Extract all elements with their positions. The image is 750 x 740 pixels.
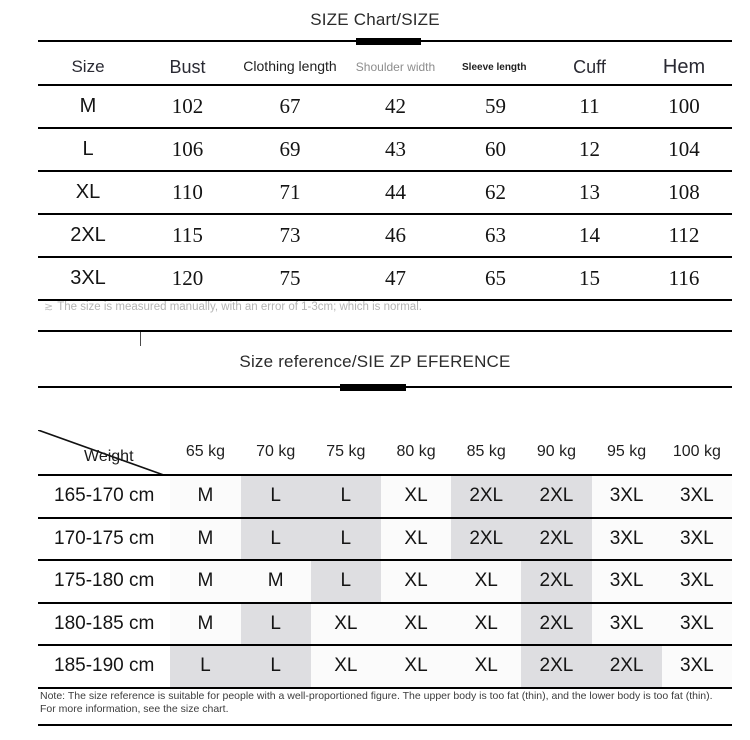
measurement-cell: 67 <box>237 85 343 128</box>
recommended-size-cell: 2XL <box>521 518 591 561</box>
recommended-size-cell: 3XL <box>662 560 732 603</box>
column-header-bust-label: Bust <box>169 56 206 77</box>
size-chart-row <box>38 171 732 214</box>
measurement-cell: 63 <box>448 214 543 257</box>
weight-column-header: 75 kg <box>311 430 381 475</box>
size-chart-row <box>38 128 732 171</box>
measurement-cell: 104 <box>636 128 732 171</box>
divider-accent-bar <box>356 38 421 45</box>
measurement-note <box>44 300 684 313</box>
recommended-size-cell: 3XL <box>662 603 732 646</box>
measurement-cell: 60 <box>448 128 543 171</box>
section-separator-line <box>38 330 732 332</box>
recommended-size-cell: 3XL <box>592 475 662 518</box>
column-header-shoulder-width <box>343 50 448 85</box>
column-header-size <box>38 50 138 85</box>
size-chart-row <box>38 257 732 300</box>
column-header-cuff-label: Cuff <box>573 56 606 77</box>
height-range-cell: 180-185 cm <box>38 603 170 646</box>
size-chart-title: SIZE Chart/SIZE <box>310 10 440 29</box>
measurement-cell: 69 <box>237 128 343 171</box>
recommended-size-cell: M <box>170 603 240 646</box>
size-label-cell: 2XL <box>38 214 138 257</box>
measurement-cell: 102 <box>138 85 237 128</box>
recommended-size-cell: XL <box>451 560 521 603</box>
height-range-cell: 165-170 cm <box>38 475 170 518</box>
weight-column-header: 70 kg <box>241 430 311 475</box>
size-reference-row <box>38 475 732 518</box>
weight-column-header: 65 kg <box>170 430 240 475</box>
measurement-cell: 14 <box>543 214 636 257</box>
recommended-size-cell: 3XL <box>662 645 732 688</box>
column-header-hem-label: Hem <box>662 55 706 78</box>
recommended-size-cell: 2XL <box>451 518 521 561</box>
measurement-cell: 47 <box>343 257 448 300</box>
weight-column-header: 85 kg <box>451 430 521 475</box>
column-header-shoulder-width-label: Shoulder width <box>355 60 436 74</box>
size-reference-footer-note: Note: The size reference is suitable for people with a well-proportioned figure. The upper body is too fat (thin), and the lower body is too fat (thin). For more information, see the size chart. <box>40 690 713 715</box>
recommended-size-cell: 3XL <box>662 518 732 561</box>
size-reference-header-row <box>38 430 732 475</box>
weight-column-header: 95 kg <box>592 430 662 475</box>
measurement-cell: 73 <box>237 214 343 257</box>
recommended-size-cell: XL <box>311 645 381 688</box>
recommended-size-cell: L <box>170 645 240 688</box>
measurement-cell: 11 <box>543 85 636 128</box>
measurement-note-text: The size is measured manually, with an error of 1-3cm; which is normal. <box>57 301 422 313</box>
size-label-cell: XL <box>38 171 138 214</box>
section-separator-tick <box>140 332 141 346</box>
measurement-cell: 13 <box>543 171 636 214</box>
column-header-clothing-length <box>237 50 343 85</box>
measurement-cell: 12 <box>543 128 636 171</box>
size-reference-row <box>38 603 732 646</box>
measurement-cell: 106 <box>138 128 237 171</box>
recommended-size-cell: XL <box>381 603 451 646</box>
size-reference-table <box>38 430 732 689</box>
measurement-cell: 43 <box>343 128 448 171</box>
recommended-size-cell: 3XL <box>662 475 732 518</box>
measurement-cell: 112 <box>636 214 732 257</box>
footer-divider-line <box>38 724 732 726</box>
recommended-size-cell: L <box>241 645 311 688</box>
recommended-size-cell: XL <box>451 645 521 688</box>
weight-axis-label: Weight <box>84 448 134 465</box>
measurement-cell: 110 <box>138 171 237 214</box>
recommended-size-cell: XL <box>381 645 451 688</box>
size-label-cell: L <box>38 128 138 171</box>
note-marker-icon: ≳ <box>44 301 54 313</box>
size-reference-row <box>38 645 732 688</box>
recommended-size-cell: 2XL <box>521 475 591 518</box>
measurement-cell: 15 <box>543 257 636 300</box>
recommended-size-cell: 2XL <box>521 560 591 603</box>
recommended-size-cell: 2XL <box>521 645 591 688</box>
measurement-cell: 108 <box>636 171 732 214</box>
measurement-cell: 71 <box>237 171 343 214</box>
measurement-cell: 116 <box>636 257 732 300</box>
recommended-size-cell: M <box>170 518 240 561</box>
size-label-cell: M <box>38 85 138 128</box>
height-range-cell: 185-190 cm <box>38 645 170 688</box>
recommended-size-cell: 2XL <box>592 645 662 688</box>
size-reference-row <box>38 518 732 561</box>
measurement-cell: 46 <box>343 214 448 257</box>
measurement-cell: 59 <box>448 85 543 128</box>
weight-column-header: 100 kg <box>662 430 732 475</box>
recommended-size-cell: 3XL <box>592 518 662 561</box>
recommended-size-cell: L <box>241 603 311 646</box>
recommended-size-cell: M <box>170 475 240 518</box>
measurement-cell: 100 <box>636 85 732 128</box>
column-header-size-label: Size <box>71 57 105 76</box>
recommended-size-cell: XL <box>451 603 521 646</box>
size-chart-row <box>38 85 732 128</box>
size-chart-header-row <box>38 50 732 85</box>
size-chart-row <box>38 214 732 257</box>
column-header-sleeve-length-label: Sleeve length <box>462 61 527 73</box>
measurement-cell: 62 <box>448 171 543 214</box>
recommended-size-cell: XL <box>311 603 381 646</box>
recommended-size-cell: L <box>311 560 381 603</box>
measurement-cell: 44 <box>343 171 448 214</box>
recommended-size-cell: XL <box>381 560 451 603</box>
size-chart-divider <box>38 38 732 44</box>
recommended-size-cell: XL <box>381 475 451 518</box>
size-reference-title: Size reference/SIE ZP EFERENCE <box>239 352 511 371</box>
measurement-cell: 75 <box>237 257 343 300</box>
recommended-size-cell: 3XL <box>592 560 662 603</box>
recommended-size-cell: 2XL <box>521 603 591 646</box>
weight-column-header: 90 kg <box>521 430 591 475</box>
measurement-cell: 65 <box>448 257 543 300</box>
recommended-size-cell: L <box>311 475 381 518</box>
column-header-bust <box>138 50 237 85</box>
recommended-size-cell: 3XL <box>592 603 662 646</box>
size-label-cell: 3XL <box>38 257 138 300</box>
size-reference-row <box>38 560 732 603</box>
measurement-cell: 120 <box>138 257 237 300</box>
weight-height-corner-cell <box>38 430 170 475</box>
recommended-size-cell: M <box>170 560 240 603</box>
measurement-cell: 115 <box>138 214 237 257</box>
divider-accent-bar <box>340 384 406 391</box>
recommended-size-cell: L <box>311 518 381 561</box>
recommended-size-cell: XL <box>381 518 451 561</box>
size-reference-divider <box>38 384 732 390</box>
height-range-cell: 175-180 cm <box>38 560 170 603</box>
weight-column-header: 80 kg <box>381 430 451 475</box>
column-header-hem <box>636 50 732 85</box>
recommended-size-cell: M <box>241 560 311 603</box>
column-header-clothing-length-label: Clothing length <box>243 58 337 74</box>
measurement-cell: 42 <box>343 85 448 128</box>
recommended-size-cell: L <box>241 518 311 561</box>
column-header-cuff <box>543 50 636 85</box>
size-chart-table <box>38 50 732 301</box>
recommended-size-cell: 2XL <box>451 475 521 518</box>
column-header-sleeve-length <box>448 50 543 85</box>
height-range-cell: 170-175 cm <box>38 518 170 561</box>
recommended-size-cell: L <box>241 475 311 518</box>
